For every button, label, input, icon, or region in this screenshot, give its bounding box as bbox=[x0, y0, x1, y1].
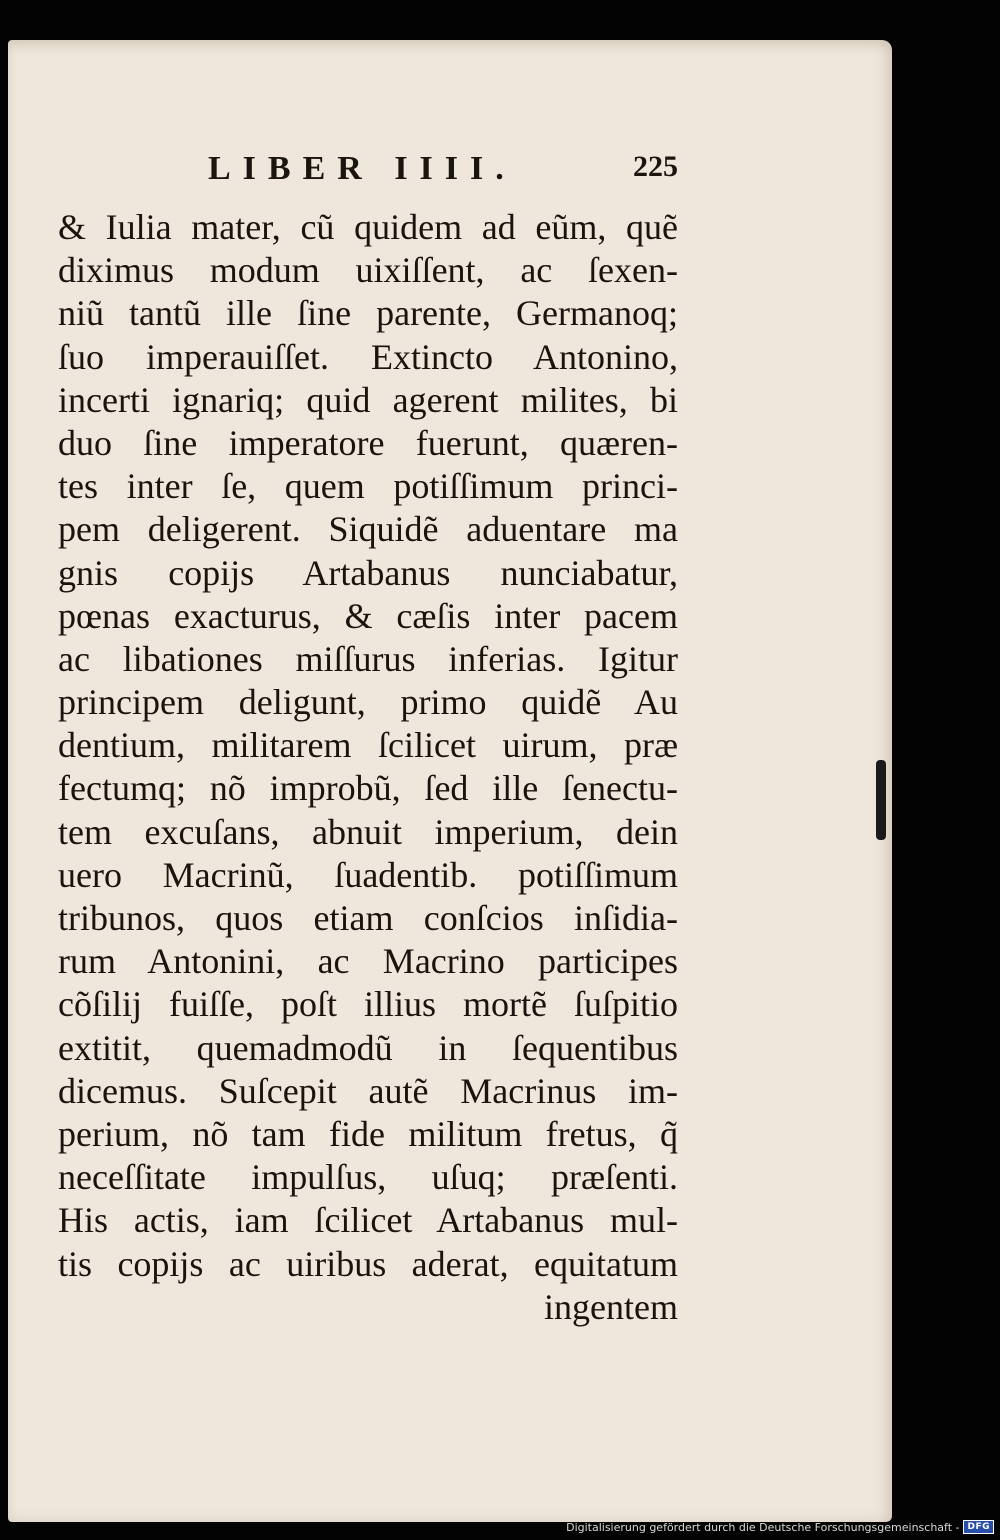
text-line: ac libationes miſſurus inferias. Igitur bbox=[58, 638, 678, 679]
credit-text: Digitalisierung gefördert durch die Deutsche Forschungsgemeinschaft - bbox=[566, 1520, 960, 1534]
text-line: uero Macrinũ, ſuadentib. potiſſimum bbox=[58, 854, 678, 895]
catchword: ingentem bbox=[544, 1286, 678, 1327]
digitization-credit bbox=[566, 1520, 994, 1534]
text-line: ſuo imperauiſſet. Extincto Antonino, bbox=[58, 336, 678, 377]
text-line: tem excuſans, abnuit imperium, dein bbox=[58, 811, 678, 852]
dfg-logo-icon: DFG bbox=[963, 1520, 994, 1534]
text-line: perium, nõ tam fide militum fretus, q̃ bbox=[58, 1113, 678, 1154]
text-line: cõſilij fuiſſe, poſt illius mortẽ ſuſpitio bbox=[58, 984, 678, 1025]
text-line: & Iulia mater, cũ quidem ad eũm, quẽ bbox=[58, 207, 678, 247]
text-line: fectumq; nõ improbũ, ſed ille ſenectu- bbox=[58, 768, 678, 809]
text-line: rum Antonini, ac Macrino participes bbox=[58, 941, 678, 982]
text-line: tes inter ſe, quem potiſſimum princi- bbox=[58, 466, 678, 507]
page-edge-shadow bbox=[876, 760, 886, 840]
text-line: niũ tantũ ille ſine parente, Germanoq; bbox=[58, 293, 678, 334]
book-page bbox=[8, 40, 892, 1522]
page-header bbox=[208, 150, 678, 194]
text-line: incerti ignariq; quid agerent milites, bi bbox=[58, 379, 678, 420]
text-line: tribunos, quos etiam conſcios inſidia- bbox=[58, 898, 678, 938]
running-head: LIBER IIII. bbox=[208, 150, 516, 187]
text-line: principem deligunt, primo quidẽ Au bbox=[58, 682, 678, 723]
text-line: extitit, quemadmodũ in ſequentibus bbox=[58, 1027, 678, 1068]
text-line: duo ſine imperatore fuerunt, quæren- bbox=[58, 422, 678, 463]
text-line: tis copijs ac uiribus aderat, equitatum bbox=[58, 1243, 678, 1284]
text-line: pœnas exacturus, & cæſis inter pacem bbox=[58, 595, 678, 636]
text-line: dentium, militarem ſcilicet uirum, præ bbox=[58, 725, 678, 766]
text-line: His actis, iam ſcilicet Artabanus mul- bbox=[58, 1200, 678, 1241]
text-line: gnis copijs Artabanus nunciabatur, bbox=[58, 552, 678, 593]
text-line: dicemus. Suſcepit autẽ Macrinus im- bbox=[58, 1070, 678, 1111]
text-line: neceſſitate impulſus, uſuq; præſenti. bbox=[58, 1157, 678, 1198]
page-number: 225 bbox=[633, 150, 678, 183]
text-line: pem deligerent. Siquidẽ aduentare ma bbox=[58, 509, 678, 550]
body-text bbox=[58, 206, 678, 1329]
text-line: diximus modum uixiſſent, ac ſexen- bbox=[58, 250, 678, 291]
